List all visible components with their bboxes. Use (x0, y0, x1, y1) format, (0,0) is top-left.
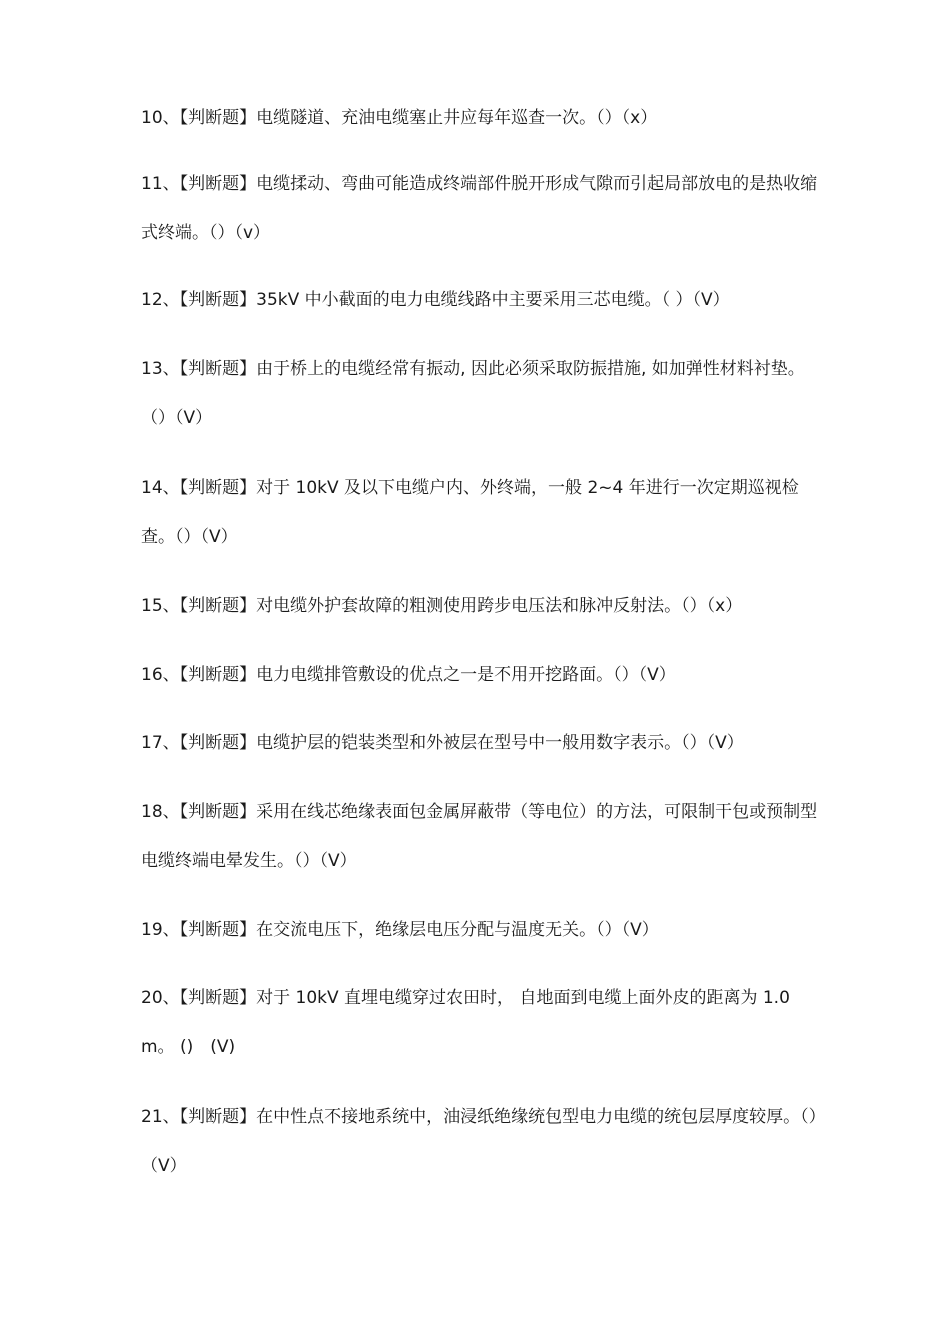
question-10 (141, 94, 821, 143)
question-text: 在中性点不接地系统中，油浸纸绝缘统包型电力电缆的统包层厚度较厚。（）（V） (141, 1107, 818, 1176)
question-20 (141, 974, 821, 1072)
question-type-tag: 【判断题】 (179, 174, 257, 194)
question-type-tag: 【判断题】 (179, 108, 257, 128)
question-text: 采用在线芯绝缘表面包金属屏蔽带（等电位）的方法，可限制干包或预制型电缆终端电晕发生。（）（V） (141, 802, 818, 871)
question-type-tag: 【判断题】 (179, 596, 257, 616)
question-text: 对于 10kV 直埋电缆穿过农田时， 自地面到电缆上面外皮的距离为 1.0m。 () (V) (141, 988, 790, 1057)
question-type-tag: 【判断题】 (179, 665, 257, 685)
question-number: 10、 (141, 108, 180, 128)
question-number: 12、 (141, 290, 180, 310)
question-text: 35kV 中小截面的电力电缆线路中主要采用三芯电缆。（ ）（V） (256, 290, 730, 310)
question-16 (141, 651, 821, 700)
question-type-tag: 【判断题】 (179, 478, 257, 498)
question-text: 由于桥上的电缆经常有振动, 因此必须采取防振措施, 如加弹性材料衬垫。（）（V） (141, 359, 805, 428)
question-number: 11、 (141, 174, 180, 194)
question-text: 电缆隧道、充油电缆塞止井应每年巡查一次。（）（x） (256, 108, 658, 128)
question-text: 电缆护层的铠装类型和外被层在型号中一般用数字表示。（）（V） (256, 733, 744, 753)
question-number: 16、 (141, 665, 180, 685)
question-text: 对于 10kV 及以下电缆户内、外终端，一般 2~4 年进行一次定期巡视检查。（）（V） (141, 478, 799, 547)
question-type-tag: 【判断题】 (179, 802, 257, 822)
question-number: 21、 (141, 1107, 180, 1127)
question-18 (141, 788, 821, 886)
question-21 (141, 1093, 821, 1191)
question-type-tag: 【判断题】 (179, 359, 257, 379)
question-type-tag: 【判断题】 (179, 920, 257, 940)
question-number: 14、 (141, 478, 180, 498)
question-number: 20、 (141, 988, 180, 1008)
question-text: 电力电缆排管敷设的优点之一是不用开挖路面。（）（V） (256, 665, 676, 685)
question-11 (141, 160, 821, 258)
question-12 (141, 276, 821, 325)
question-text: 在交流电压下，绝缘层电压分配与温度无关。（）（V） (256, 920, 659, 940)
question-17 (141, 719, 821, 768)
question-number: 13、 (141, 359, 180, 379)
question-type-tag: 【判断题】 (179, 733, 257, 753)
question-number: 19、 (141, 920, 180, 940)
question-text: 电缆揉动、弯曲可能造成终端部件脱开形成气隙而引起局部放电的是热收缩式终端。（）（v） (141, 174, 818, 243)
question-13 (141, 345, 821, 443)
question-text: 对电缆外护套故障的粗测使用跨步电压法和脉冲反射法。（）（x） (256, 596, 743, 616)
question-19 (141, 906, 821, 955)
question-number: 18、 (141, 802, 180, 822)
question-14 (141, 464, 821, 562)
question-type-tag: 【判断题】 (179, 290, 257, 310)
question-number: 15、 (141, 596, 180, 616)
question-type-tag: 【判断题】 (179, 988, 257, 1008)
question-number: 17、 (141, 733, 180, 753)
question-15 (141, 582, 821, 631)
question-type-tag: 【判断题】 (179, 1107, 257, 1127)
